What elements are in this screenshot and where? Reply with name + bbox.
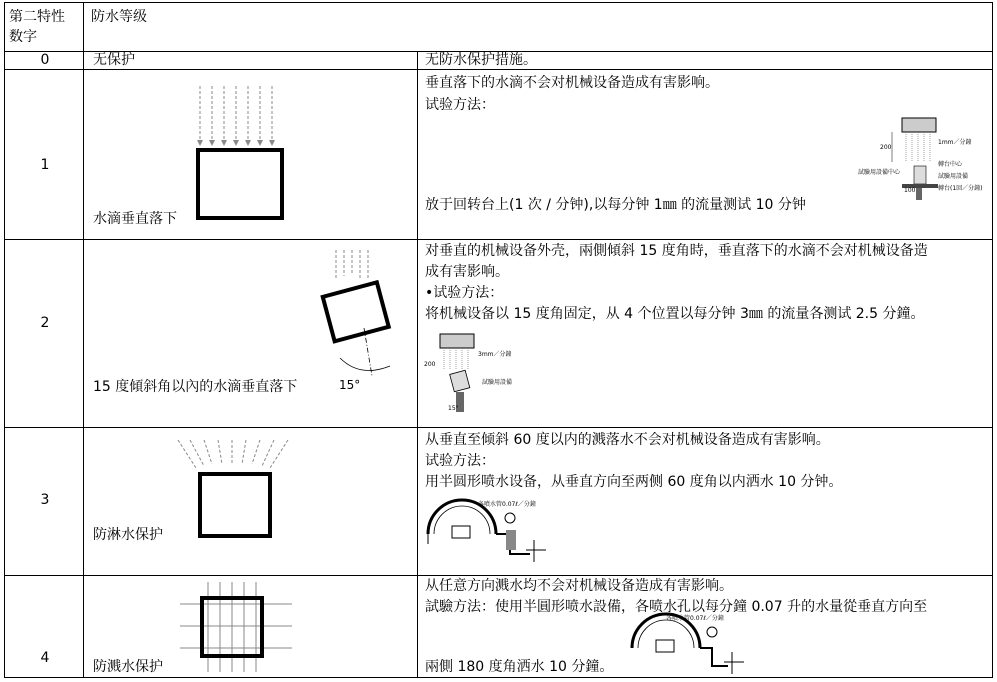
row2-label: 15 度傾斜角以內的水滴垂直落下 — [93, 379, 298, 395]
spray-figure — [170, 434, 300, 544]
equipment-center-annotation: 試驗用設備中心 — [858, 169, 901, 176]
digit-1: 1 — [40, 157, 50, 173]
row1-desc-1: 垂直落下的水滴不会对机械设备造成有害影响。 — [425, 75, 719, 91]
header-digit-line1: 第二特性 — [9, 9, 65, 25]
row-divider — [5, 239, 992, 240]
row3-desc-1: 从垂直至倾斜 60 度以内的溅落水不会对机械设备造成有害影响。 — [425, 432, 830, 448]
row4-desc-3: 兩側 180 度角洒水 10 分鐘。 — [425, 659, 614, 675]
row2-angle-label: 15° — [339, 378, 361, 392]
digit-2: 2 — [40, 315, 50, 331]
spray-rate-annotation: 各噴水管0.07ℓ／分鐘 — [478, 501, 536, 508]
row2-desc-2: 成有害影响。 — [425, 264, 509, 280]
column-divider — [417, 51, 418, 677]
splash-rate-annotation: 各噴水管0.07ℓ／分鐘 — [666, 615, 724, 622]
row0-label: 无保护 — [93, 52, 135, 68]
height-annotation: 200 — [880, 144, 892, 151]
row1-label: 水滴垂直落下 — [93, 211, 177, 227]
tilt-equipment-annotation: 試驗用設備 — [482, 379, 513, 386]
row1-desc-2: 试验方法： — [425, 97, 495, 113]
splash-figure — [178, 580, 294, 674]
header-rating: 防水等级 — [91, 9, 147, 25]
tilt-height-annotation: 200 — [424, 361, 436, 368]
tilted-drip-figure — [320, 248, 410, 388]
row2-desc-4: 将机械设备以 15 度角固定，从 4 个位置以每分钟 3㎜ 的流量各测试 2.5 分鐘。 — [425, 306, 925, 322]
row3-label: 防淋水保护 — [93, 527, 163, 543]
row2-desc-1: 对垂直的机械设备外壳，兩側傾斜 15 度角時，垂直落下的水滴不会对机械设备造 — [425, 243, 928, 259]
row4-label: 防溅水保护 — [93, 659, 163, 675]
turntable-center-annotation: 轉台中心 — [938, 161, 963, 168]
row2-desc-3: •试验方法： — [425, 285, 504, 301]
spray-test-setup-figure — [422, 494, 562, 566]
row-divider — [5, 427, 992, 428]
offset-annotation: 100 — [904, 187, 916, 194]
tilt-test-setup-figure — [422, 332, 513, 416]
header-digit-line2: 数字 — [9, 29, 37, 45]
digit-0: 0 — [40, 52, 50, 68]
splash-test-setup-figure — [628, 612, 752, 676]
row3-desc-3: 用半圆形喷水设备，从垂直方向至两侧 60 度角以内洒水 10 分钟。 — [425, 474, 843, 490]
drip-test-setup-figure — [858, 114, 988, 204]
tilt-rate-annotation: 3mm／分鐘 — [478, 351, 512, 358]
turntable-annotation: 轉台(1回／分鐘) — [938, 185, 983, 192]
rate-annotation: 1mm／分鐘 — [938, 139, 972, 146]
tilt-angle-annotation: 15° — [448, 405, 459, 412]
digit-3: 3 — [40, 492, 50, 508]
vertical-drip-figure — [190, 82, 300, 222]
row1-desc-3: 放于回转台上(1 次 / 分钟),以每分钟 1㎜ 的流量测试 10 分钟 — [425, 197, 806, 213]
row4-desc-2: 試驗方法：使用半圓形喷水設備，各喷水孔以每分鐘 0.07 升的水量從垂直方向至 — [425, 599, 928, 615]
column-divider — [83, 3, 84, 677]
test-equipment-annotation: 試驗用設備 — [938, 173, 969, 180]
row3-desc-2: 试验方法： — [425, 453, 495, 469]
digit-4: 4 — [40, 650, 50, 666]
row4-desc-1: 从任意方向溅水均不会对机械设备造成有害影响。 — [425, 578, 733, 594]
row0-desc: 无防水保护措施。 — [425, 52, 537, 68]
